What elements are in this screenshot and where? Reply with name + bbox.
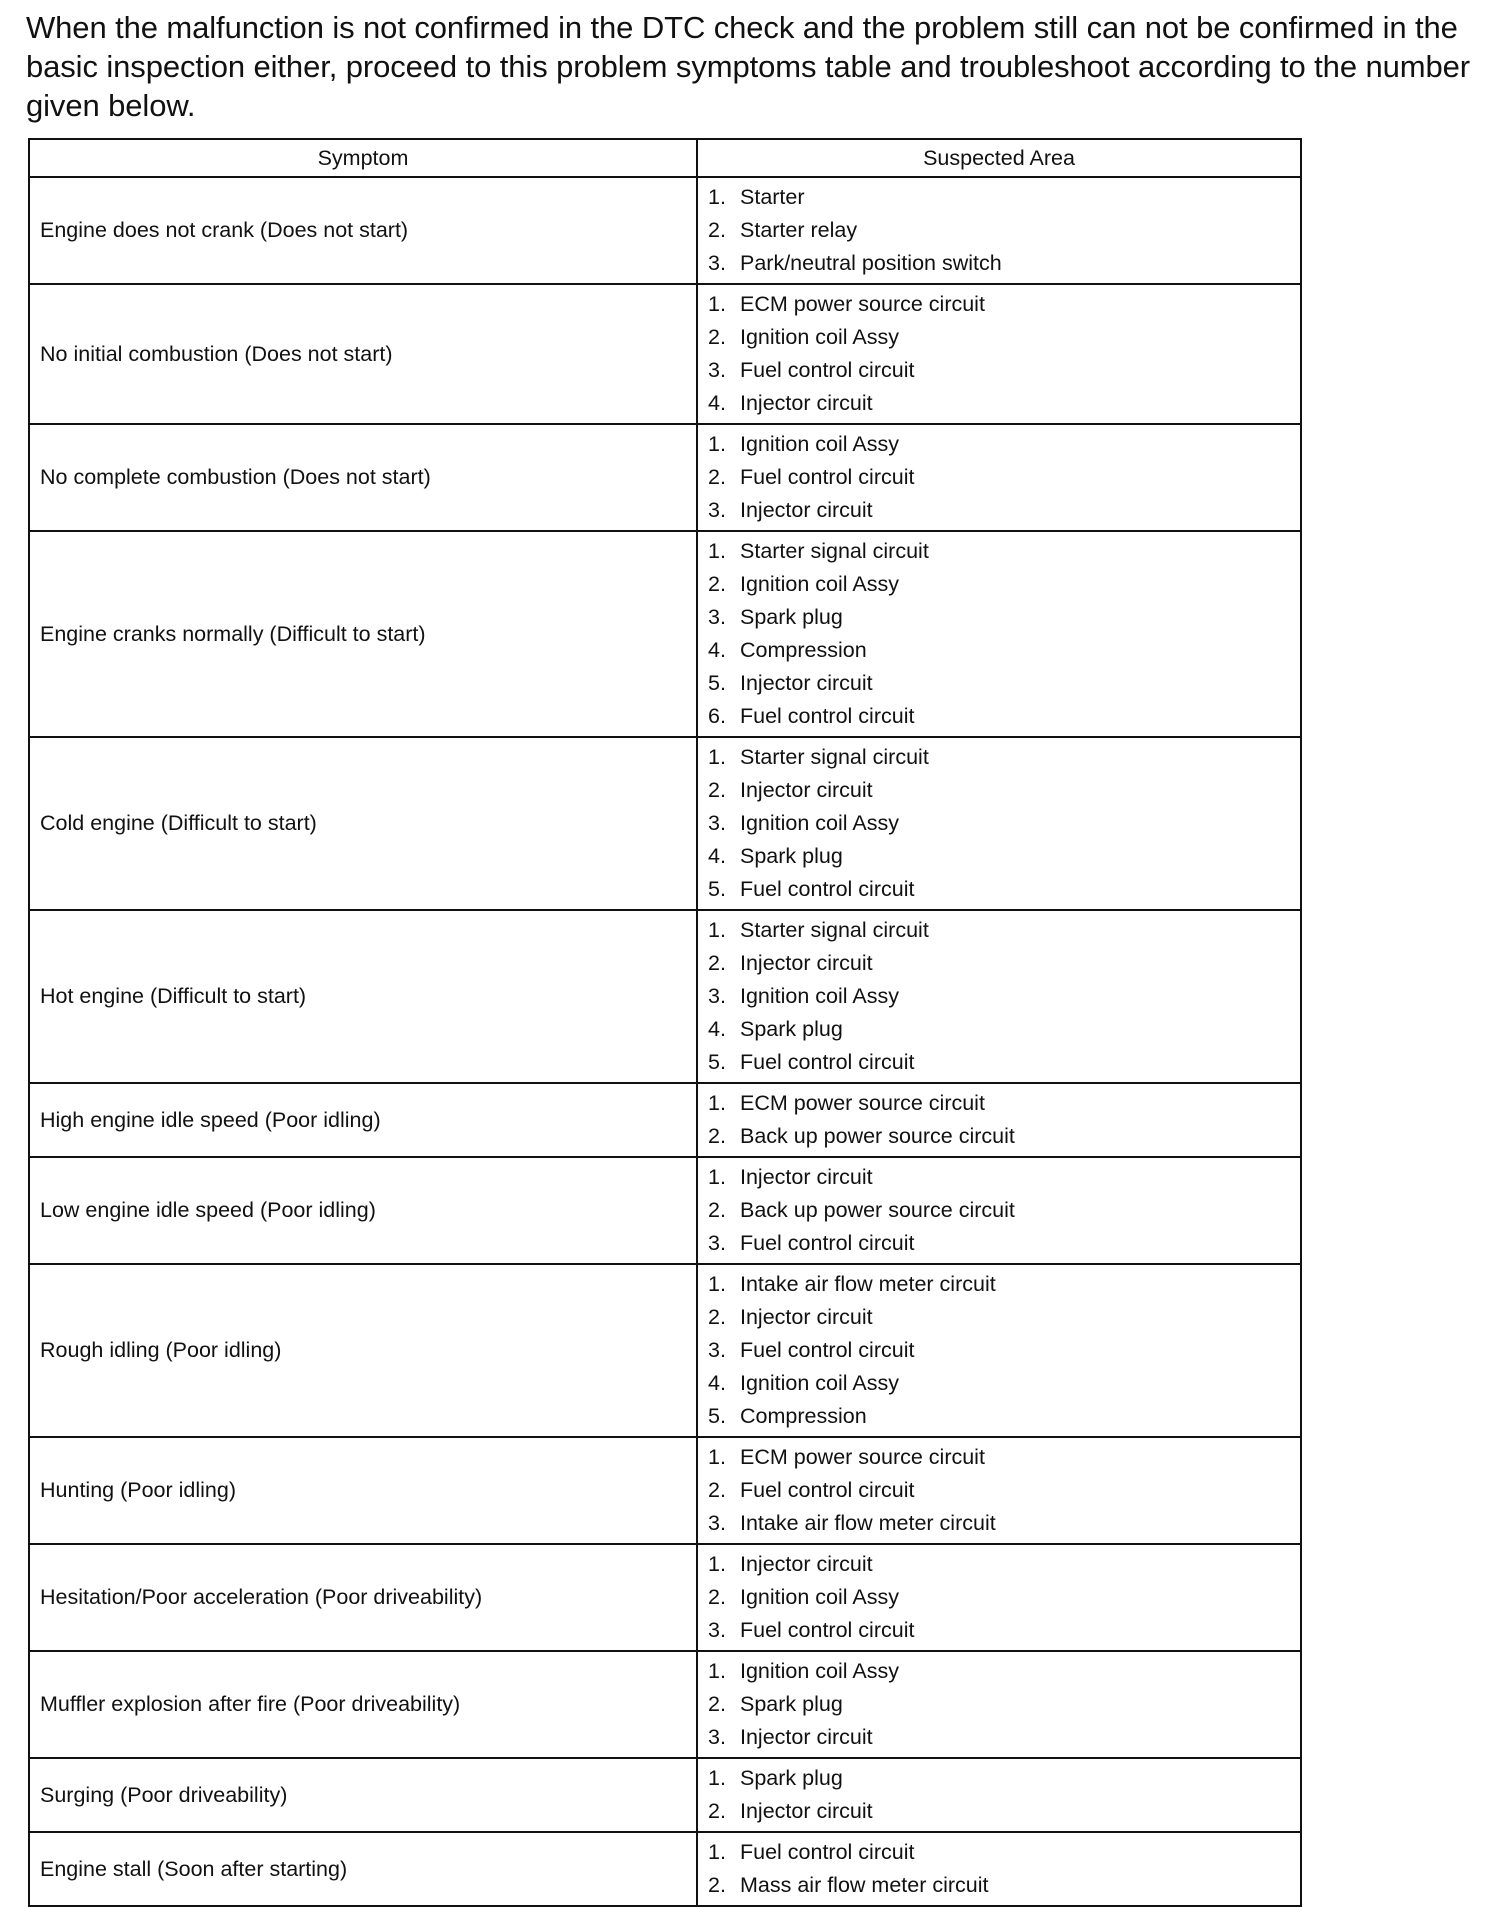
table-row bbox=[29, 1832, 1301, 1906]
area-item-number: 5. bbox=[708, 877, 726, 901]
table-row bbox=[29, 284, 1301, 424]
area-item-text: Compression bbox=[740, 1404, 867, 1428]
intro-paragraph: When the malfunction is not confirmed in the DTC check and the problem still can not be confirmed in the basic inspection either, proceed to this problem symptoms table and troubleshoot according to the number given below. bbox=[26, 10, 1470, 123]
area-item-number: 1. bbox=[708, 918, 726, 942]
suspected-area-item bbox=[708, 247, 1300, 280]
area-item-text: Fuel control circuit bbox=[740, 877, 915, 901]
suspected-area-cell bbox=[697, 1758, 1301, 1832]
area-item-text: Fuel control circuit bbox=[740, 1050, 915, 1074]
suspected-area-item bbox=[708, 1013, 1300, 1046]
suspected-area-item bbox=[708, 601, 1300, 634]
symptom-cell: Hot engine (Difficult to start) bbox=[29, 910, 697, 1083]
suspected-area-item bbox=[708, 214, 1300, 247]
suspected-area-item bbox=[708, 1087, 1300, 1120]
suspected-area-item bbox=[708, 1227, 1300, 1260]
suspected-area-item bbox=[708, 1161, 1300, 1194]
symptom-cell: Engine does not crank (Does not start) bbox=[29, 177, 697, 284]
suspected-area-cell bbox=[697, 1437, 1301, 1544]
area-item-text: Ignition coil Assy bbox=[740, 984, 899, 1008]
area-item-number: 5. bbox=[708, 1050, 726, 1074]
area-item-text: Starter signal circuit bbox=[740, 918, 929, 942]
table-row bbox=[29, 424, 1301, 531]
suspected-area-cell bbox=[697, 177, 1301, 284]
area-item-text: Ignition coil Assy bbox=[740, 811, 899, 835]
suspected-area-item bbox=[708, 1334, 1300, 1367]
area-item-text: Starter signal circuit bbox=[740, 745, 929, 769]
area-item-number: 1. bbox=[708, 1840, 726, 1864]
header-symptom: Symptom bbox=[29, 139, 697, 177]
suspected-area-cell bbox=[697, 910, 1301, 1083]
suspected-area-item bbox=[708, 1688, 1300, 1721]
area-item-text: Fuel control circuit bbox=[740, 1338, 915, 1362]
area-item-text: Fuel control circuit bbox=[740, 704, 915, 728]
suspected-area-item bbox=[708, 1869, 1300, 1902]
suspected-area-item bbox=[708, 535, 1300, 568]
suspected-area-item bbox=[708, 1507, 1300, 1540]
symptom-cell: Muffler explosion after fire (Poor driveability) bbox=[29, 1651, 697, 1758]
suspected-area-item bbox=[708, 947, 1300, 980]
suspected-area-item bbox=[708, 494, 1300, 527]
area-item-number: 2. bbox=[708, 1305, 726, 1329]
table-body bbox=[29, 177, 1301, 1906]
suspected-area-item bbox=[708, 1548, 1300, 1581]
area-item-text: Spark plug bbox=[740, 1766, 843, 1790]
table-row bbox=[29, 1264, 1301, 1437]
area-item-text: Ignition coil Assy bbox=[740, 432, 899, 456]
suspected-area-item bbox=[708, 1367, 1300, 1400]
table-row bbox=[29, 1758, 1301, 1832]
area-item-number: 4. bbox=[708, 638, 726, 662]
area-item-text: Injector circuit bbox=[740, 498, 873, 522]
area-item-number: 2. bbox=[708, 778, 726, 802]
area-item-number: 2. bbox=[708, 1873, 726, 1897]
area-item-text: Injector circuit bbox=[740, 1165, 873, 1189]
suspected-area-item bbox=[708, 1120, 1300, 1153]
symptom-cell: Rough idling (Poor idling) bbox=[29, 1264, 697, 1437]
symptom-cell: Hunting (Poor idling) bbox=[29, 1437, 697, 1544]
table-row bbox=[29, 1083, 1301, 1157]
area-item-number: 3. bbox=[708, 251, 726, 275]
area-item-number: 2. bbox=[708, 465, 726, 489]
area-item-number: 1. bbox=[708, 1091, 726, 1115]
suspected-area-cell bbox=[697, 1651, 1301, 1758]
suspected-area-item bbox=[708, 1194, 1300, 1227]
suspected-area-item bbox=[708, 1655, 1300, 1688]
area-item-number: 3. bbox=[708, 358, 726, 382]
area-item-text: Intake air flow meter circuit bbox=[740, 1272, 996, 1296]
area-item-text: Spark plug bbox=[740, 1692, 843, 1716]
area-item-text: Spark plug bbox=[740, 605, 843, 629]
area-item-number: 3. bbox=[708, 1338, 726, 1362]
area-item-text: Fuel control circuit bbox=[740, 358, 915, 382]
suspected-area-cell bbox=[697, 1157, 1301, 1264]
area-item-text: Ignition coil Assy bbox=[740, 325, 899, 349]
area-item-number: 2. bbox=[708, 572, 726, 596]
area-item-number: 3. bbox=[708, 1618, 726, 1642]
suspected-area-item bbox=[708, 321, 1300, 354]
area-item-text: Starter relay bbox=[740, 218, 858, 242]
area-item-text: Injector circuit bbox=[740, 1725, 873, 1749]
table-row bbox=[29, 531, 1301, 737]
area-item-number: 1. bbox=[708, 432, 726, 456]
suspected-area-item bbox=[708, 1046, 1300, 1079]
area-item-number: 4. bbox=[708, 1017, 726, 1041]
area-item-text: Ignition coil Assy bbox=[740, 572, 899, 596]
area-item-text: Back up power source circuit bbox=[740, 1198, 1015, 1222]
area-item-text: Ignition coil Assy bbox=[740, 1585, 899, 1609]
suspected-area-cell bbox=[697, 1264, 1301, 1437]
suspected-area-item bbox=[708, 741, 1300, 774]
suspected-area-item bbox=[708, 387, 1300, 420]
suspected-area-item bbox=[708, 354, 1300, 387]
area-item-number: 4. bbox=[708, 1371, 726, 1395]
area-item-text: ECM power source circuit bbox=[740, 292, 985, 316]
symptom-cell: Hesitation/Poor acceleration (Poor driveability) bbox=[29, 1544, 697, 1651]
area-item-number: 2. bbox=[708, 325, 726, 349]
area-item-text: ECM power source circuit bbox=[740, 1091, 985, 1115]
suspected-area-item bbox=[708, 1301, 1300, 1334]
suspected-area-item bbox=[708, 1474, 1300, 1507]
suspected-area-item bbox=[708, 1268, 1300, 1301]
header-suspected-area: Suspected Area bbox=[697, 139, 1301, 177]
symptom-cell: No initial combustion (Does not start) bbox=[29, 284, 697, 424]
area-item-number: 4. bbox=[708, 844, 726, 868]
suspected-area-item bbox=[708, 873, 1300, 906]
suspected-area-item bbox=[708, 288, 1300, 321]
area-item-number: 3. bbox=[708, 1511, 726, 1535]
area-item-text: Injector circuit bbox=[740, 1799, 873, 1823]
area-item-number: 3. bbox=[708, 984, 726, 1008]
table-row bbox=[29, 910, 1301, 1083]
area-item-number: 1. bbox=[708, 539, 726, 563]
area-item-text: Starter signal circuit bbox=[740, 539, 929, 563]
symptom-cell: Cold engine (Difficult to start) bbox=[29, 737, 697, 910]
area-item-number: 1. bbox=[708, 745, 726, 769]
suspected-area-item bbox=[708, 700, 1300, 733]
area-item-number: 2. bbox=[708, 1198, 726, 1222]
suspected-area-item bbox=[708, 1721, 1300, 1754]
suspected-area-item bbox=[708, 980, 1300, 1013]
suspected-area-item bbox=[708, 568, 1300, 601]
area-item-text: Fuel control circuit bbox=[740, 1840, 915, 1864]
area-item-text: Fuel control circuit bbox=[740, 1231, 915, 1255]
suspected-area-item bbox=[708, 667, 1300, 700]
area-item-number: 1. bbox=[708, 1659, 726, 1683]
symptom-cell: Low engine idle speed (Poor idling) bbox=[29, 1157, 697, 1264]
suspected-area-item bbox=[708, 1400, 1300, 1433]
suspected-area-cell bbox=[697, 531, 1301, 737]
area-item-number: 2. bbox=[708, 218, 726, 242]
area-item-text: Injector circuit bbox=[740, 951, 873, 975]
table-row bbox=[29, 737, 1301, 910]
area-item-number: 6. bbox=[708, 704, 726, 728]
area-item-number: 1. bbox=[708, 1552, 726, 1576]
symptoms-table-container bbox=[28, 138, 1300, 1907]
symptom-cell: Engine cranks normally (Difficult to start) bbox=[29, 531, 697, 737]
area-item-number: 3. bbox=[708, 498, 726, 522]
area-item-number: 4. bbox=[708, 391, 726, 415]
area-item-number: 2. bbox=[708, 1478, 726, 1502]
area-item-number: 1. bbox=[708, 1272, 726, 1296]
symptom-cell: Engine stall (Soon after starting) bbox=[29, 1832, 697, 1906]
area-item-number: 1. bbox=[708, 1165, 726, 1189]
suspected-area-item bbox=[708, 1795, 1300, 1828]
area-item-text: Mass air flow meter circuit bbox=[740, 1873, 989, 1897]
suspected-area-item bbox=[708, 461, 1300, 494]
table-row bbox=[29, 1437, 1301, 1544]
table-row bbox=[29, 1544, 1301, 1651]
area-item-text: Ignition coil Assy bbox=[740, 1371, 899, 1395]
suspected-area-item bbox=[708, 181, 1300, 214]
suspected-area-item bbox=[708, 1614, 1300, 1647]
area-item-text: Park/neutral position switch bbox=[740, 251, 1002, 275]
area-item-number: 2. bbox=[708, 1124, 726, 1148]
area-item-number: 2. bbox=[708, 1799, 726, 1823]
area-item-text: Injector circuit bbox=[740, 391, 873, 415]
table-row bbox=[29, 1651, 1301, 1758]
area-item-text: ECM power source circuit bbox=[740, 1445, 985, 1469]
suspected-area-cell bbox=[697, 284, 1301, 424]
problem-symptoms-table bbox=[28, 138, 1302, 1907]
suspected-area-cell bbox=[697, 1832, 1301, 1906]
area-item-text: Fuel control circuit bbox=[740, 1478, 915, 1502]
area-item-number: 2. bbox=[708, 1692, 726, 1716]
suspected-area-item bbox=[708, 807, 1300, 840]
area-item-number: 2. bbox=[708, 951, 726, 975]
area-item-number: 1. bbox=[708, 185, 726, 209]
area-item-text: Fuel control circuit bbox=[740, 465, 915, 489]
area-item-text: Injector circuit bbox=[740, 671, 873, 695]
suspected-area-cell bbox=[697, 737, 1301, 910]
area-item-text: Spark plug bbox=[740, 1017, 843, 1041]
suspected-area-item bbox=[708, 1581, 1300, 1614]
area-item-number: 3. bbox=[708, 811, 726, 835]
symptom-cell: Surging (Poor driveability) bbox=[29, 1758, 697, 1832]
area-item-text: Fuel control circuit bbox=[740, 1618, 915, 1642]
area-item-text: Ignition coil Assy bbox=[740, 1659, 899, 1683]
area-item-number: 3. bbox=[708, 1231, 726, 1255]
area-item-number: 1. bbox=[708, 1766, 726, 1790]
suspected-area-item bbox=[708, 914, 1300, 947]
area-item-number: 1. bbox=[708, 1445, 726, 1469]
suspected-area-cell bbox=[697, 1544, 1301, 1651]
area-item-text: Injector circuit bbox=[740, 1305, 873, 1329]
suspected-area-cell bbox=[697, 1083, 1301, 1157]
suspected-area-item bbox=[708, 774, 1300, 807]
area-item-number: 3. bbox=[708, 605, 726, 629]
suspected-area-item bbox=[708, 1762, 1300, 1795]
table-row bbox=[29, 1157, 1301, 1264]
area-item-text: Starter bbox=[740, 185, 805, 209]
area-item-text: Back up power source circuit bbox=[740, 1124, 1015, 1148]
area-item-number: 5. bbox=[708, 671, 726, 695]
suspected-area-item bbox=[708, 1441, 1300, 1474]
table-header-row bbox=[29, 139, 1301, 177]
area-item-number: 1. bbox=[708, 292, 726, 316]
area-item-text: Compression bbox=[740, 638, 867, 662]
area-item-text: Injector circuit bbox=[740, 1552, 873, 1576]
suspected-area-item bbox=[708, 428, 1300, 461]
suspected-area-item bbox=[708, 1836, 1300, 1869]
area-item-number: 3. bbox=[708, 1725, 726, 1749]
area-item-number: 5. bbox=[708, 1404, 726, 1428]
suspected-area-item bbox=[708, 634, 1300, 667]
area-item-number: 2. bbox=[708, 1585, 726, 1609]
symptom-cell: No complete combustion (Does not start) bbox=[29, 424, 697, 531]
area-item-text: Spark plug bbox=[740, 844, 843, 868]
table-row bbox=[29, 177, 1301, 284]
symptom-cell: High engine idle speed (Poor idling) bbox=[29, 1083, 697, 1157]
suspected-area-item bbox=[708, 840, 1300, 873]
suspected-area-cell bbox=[697, 424, 1301, 531]
area-item-text: Injector circuit bbox=[740, 778, 873, 802]
area-item-text: Intake air flow meter circuit bbox=[740, 1511, 996, 1535]
